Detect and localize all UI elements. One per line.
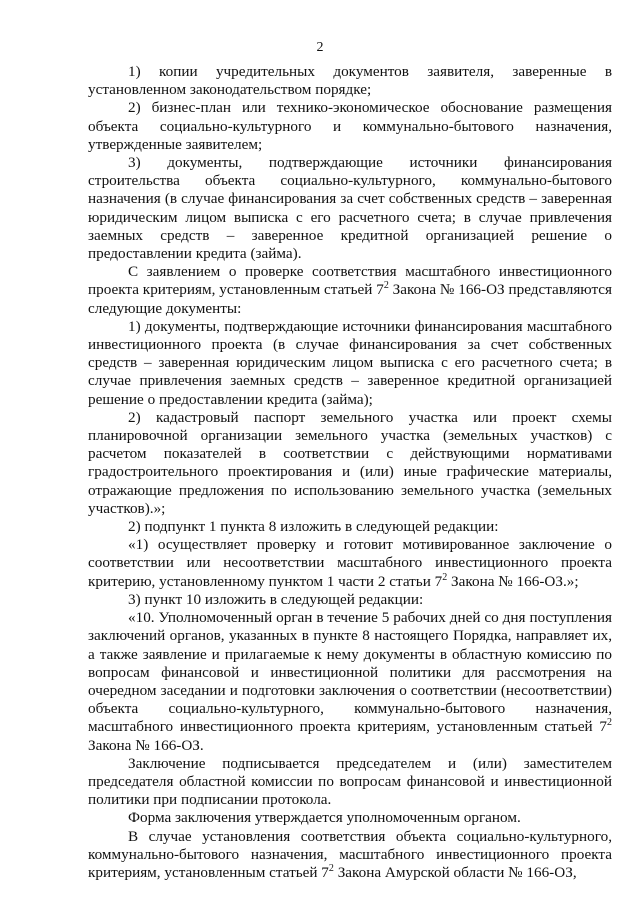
- paragraph-amendment-2: 2) подпункт 1 пункта 8 изложить в следующей редакции:: [128, 518, 499, 536]
- article-superscript: 2: [442, 571, 448, 583]
- paragraph-item-1-founding-documents: 1) копии учредительных документов заявителя, заверенные в установленном законодательством порядке;: [88, 63, 612, 99]
- paragraph-application-documents: [88, 263, 612, 318]
- article-superscript: 2: [607, 717, 612, 729]
- paragraph-item-2-business-plan: 2) бизнес-план или технико-экономическое обоснование размещения объекта социально-культурного и коммунально-бытового назначения, утвержденные заявителем;: [88, 99, 612, 153]
- paragraph-compliance-case: [88, 828, 612, 883]
- paragraph-amendment-3-text: [88, 609, 612, 755]
- paragraph-text: Закона Амурской области № 166-ОЗ,: [333, 863, 577, 881]
- paragraph-text: С заявлением о проверке соответствия масштабного инвестиционного проекта критериям, установленным статьей 7: [88, 263, 612, 299]
- article-superscript: 2: [328, 862, 334, 874]
- document-body: [88, 63, 612, 882]
- article-superscript: 2: [383, 280, 389, 292]
- paragraph-text: «1) осуществляет проверку и готовит мотивированное заключение о соответствии или несоответствии масштабного инвестиционного проекта критерию, установленному пунктом 1 части 2 статьи 7: [88, 536, 612, 590]
- paragraph-text: Закона № 166-ОЗ представляются следующие документы:: [88, 281, 612, 317]
- paragraph-item-1-financing-sources: 1) документы, подтверждающие источники финансирования масштабного инвестиционного проекта (в случае финансирования за счет собственных средств – заверенная юридическим лицом выписка с его расчетного счета; в случае привлечения заемных средств – заверенное кредитной организацией решение о предоставлении кредита (займа);: [88, 317, 612, 408]
- paragraph-item-2-cadastral-passport: 2) кадастровый паспорт земельного участка или проект схемы планировочной организации земельного участка (земельных участков) с расчетом показателей в соответствии с действующими нормативами градостроительного проектирования и (или) иные графические материалы, отражающие предложения по использованию земельного участка (земельных участков).»;: [88, 408, 612, 517]
- paragraph-amendment-3: 3) пункт 10 изложить в следующей редакции:: [128, 590, 424, 608]
- page-number: 2: [316, 40, 324, 55]
- paragraph-conclusion-signing: Заключение подписывается председателем и (или) заместителем председателя областной комиссии по вопросам финансовой и инвестиционной политики при подписании протокола.: [88, 754, 612, 809]
- paragraph-amendment-2-text: [88, 536, 612, 591]
- paragraph-text: «10. Уполномоченный орган в течение 5 рабочих дней со дня поступления заключений органов, указанных в пункте 8 настоящего Порядка, направляет их, а также заявление и прилагаемые к нему документы в областную комиссию по вопросам финансовой и инвестиционной политики для рассмотрения на очередном заседании и подготовки заключения о соответствии (несоответствии) объекта социально-культурного, коммунально-бытового назначения, масштабного инвестиционного проекта критериям, установленным статьей 7: [88, 609, 612, 736]
- paragraph-item-3-financing-documents: 3) документы, подтверждающие источники финансирования строительства объекта социально-культурного, коммунально-бытового назначения (в случае финансирования за счет собственных средств – заверенная юридическим лицом выписка с его расчетного счета; в случае привлечения заемных средств – заверенное кредитной организацией решение о предоставлении кредита (займа).: [88, 154, 612, 263]
- paragraph-text: В случае установления соответствия объекта социально-культурного, коммунально-бытового назначения, масштабного инвестиционного проекта критериям, установленным статьей 7: [88, 827, 612, 881]
- paragraph-conclusion-form: Форма заключения утверждается уполномоченным органом.: [128, 809, 521, 827]
- paragraph-text: Закона № 166-ОЗ.: [88, 736, 204, 754]
- paragraph-text: Закона № 166-ОЗ.»;: [447, 572, 579, 590]
